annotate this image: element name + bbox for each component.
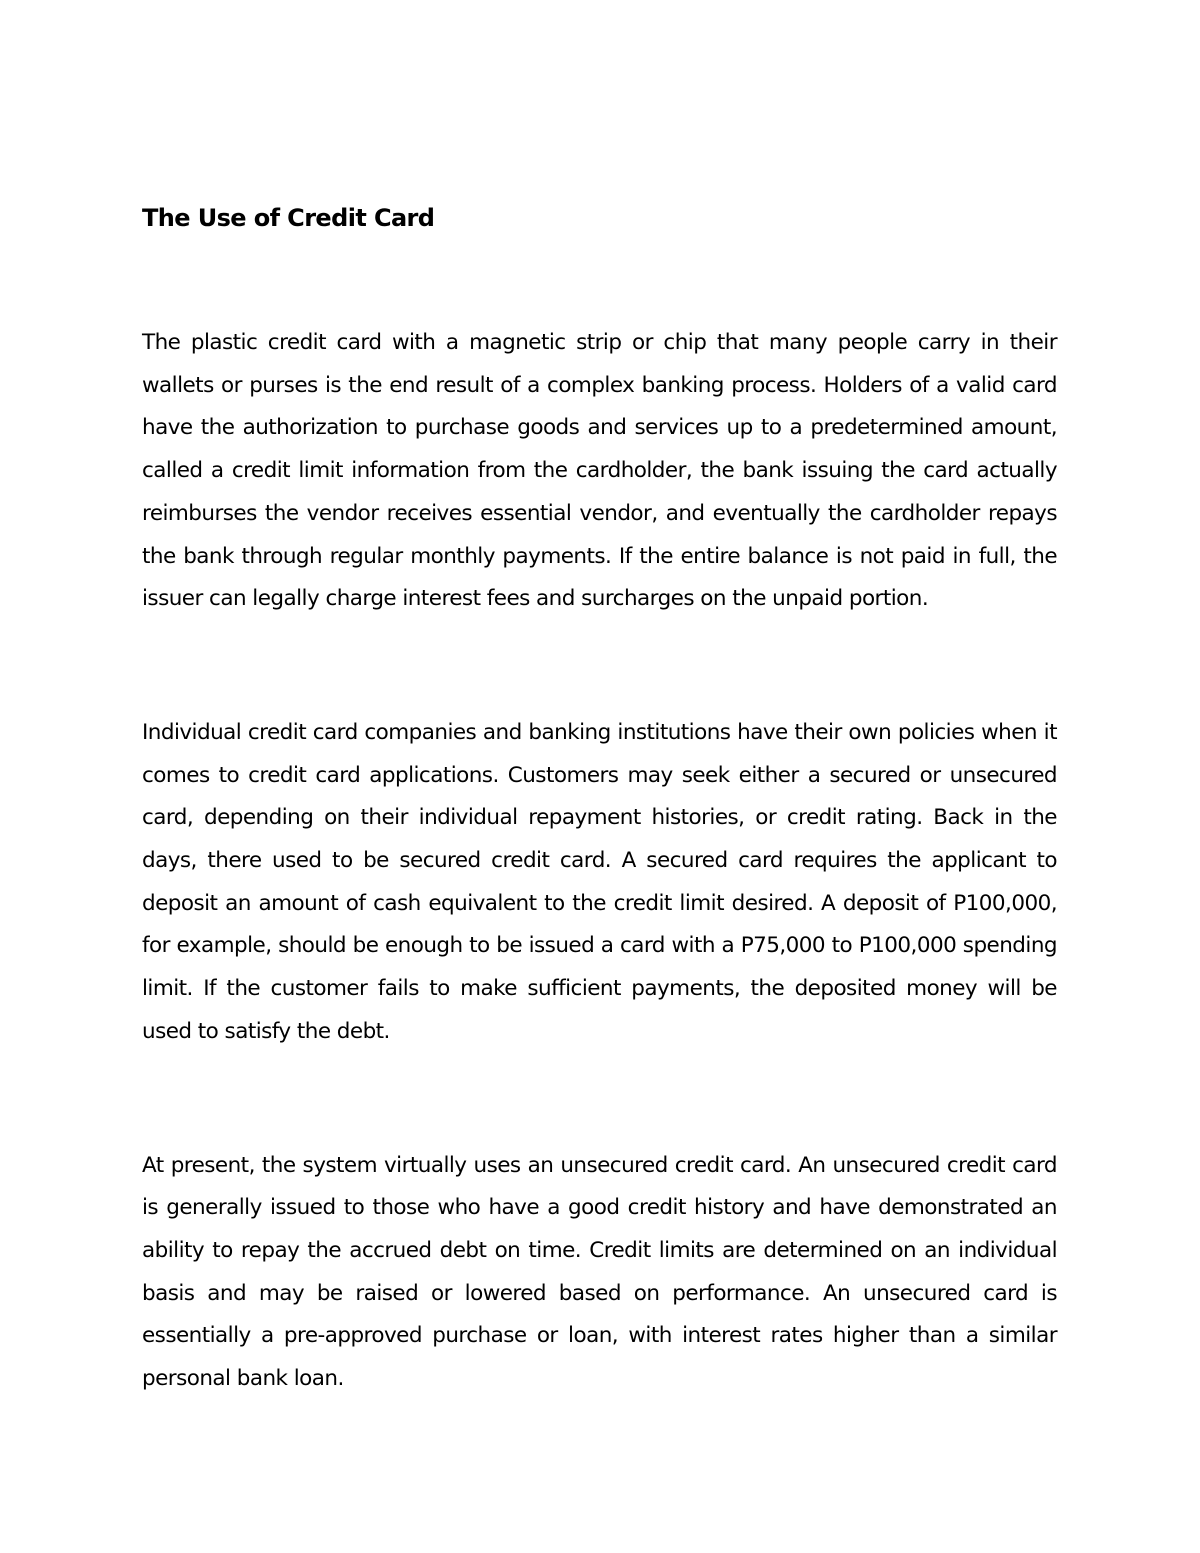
document-body [142,200,1057,1401]
document-title: The Use of Credit Card [142,204,435,232]
paragraph-card-applications: Individual credit card companies and banking institutions have their own policies when it comes to credit card applications. Customers may seek either a secured or unsecured card, depending on their individual repayment histories, or credit rating. Back in the days, there used to be secured credit card. A secured card requires the applicant to deposit an amount of cash equivalent to the credit limit desired. A deposit of P100,000, for example, should be enough to be issued a card with a P75,000 to P100,000 spending limit. If the customer fails to make sufficient payments, the deposited money will be used to satisfy the debt. [142,719,1057,1044]
paragraph-credit-card-process: The plastic credit card with a magnetic strip or chip that many people carry in their wallets or purses is the end result of a complex banking process. Holders of a valid card have the authorization to purchase goods and services up to a predetermined amount, called a credit limit information from the cardholder, the bank issuing the card actually reimburses the vendor receives essential vendor, and eventually the cardholder repays the bank through regular monthly payments. If the entire balance is not paid in full, the issuer can legally charge interest fees and surcharges on the unpaid portion. [142,330,1057,612]
paragraph-unsecured-card: At present, the system virtually uses an unsecured credit card. An unsecured credit card is generally issued to those who have a good credit history and have demonstrated an ability to repay the accrued debt on time. Credit limits are determined on an individual basis and may be raised or lowered based on performance. An unsecured card is essentially a pre-approved purchase or loan, with interest rates higher than a similar personal bank loan. [142,1152,1057,1392]
